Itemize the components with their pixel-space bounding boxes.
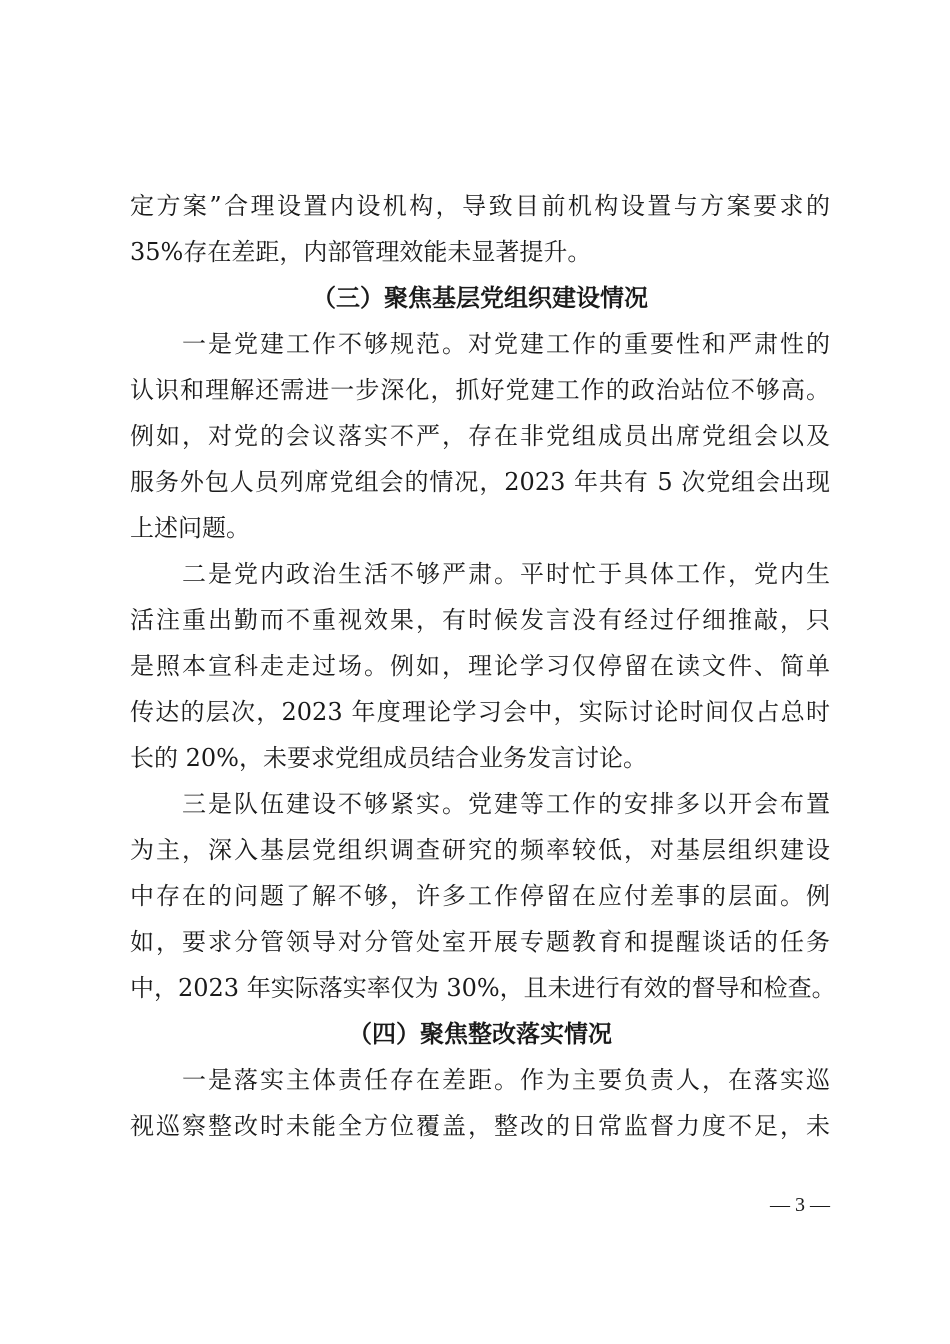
text-line: 35%存在差距，内部管理效能未显著提升。 [130,238,592,266]
text-line: 定方案”合理设置内设机构，导致目前机构设置与方案要求的 [130,192,830,220]
section-heading: （三）聚焦基层党组织建设情况 [312,283,648,312]
text-line: 是照本宣科走走过场。例如，理论学习仅停留在读文件、简单 [130,652,830,680]
text-line: 例如，对党的会议落实不严，存在非党组成员出席党组会以及 [130,422,830,450]
section-heading: （四）聚焦整改落实情况 [348,1019,612,1048]
text-line: 视巡察整改时未能全方位覆盖，整改的日常监督力度不足，未 [130,1112,830,1140]
text-line: 三是队伍建设不够紧实。党建等工作的安排多以开会布置 [130,790,830,818]
text-line: 认识和理解还需进一步深化，抓好党建工作的政治站位不够高。 [130,376,830,404]
text-line: 中，2023 年实际落实率仅为 30%，且未进行有效的督导和检查。 [130,974,836,1002]
text-line: 传达的层次，2023 年度理论学习会中，实际讨论时间仅占总时 [130,698,830,726]
text-line: 中存在的问题了解不够，许多工作停留在应付差事的层面。例 [130,882,830,910]
text-line: 一是党建工作不够规范。对党建工作的重要性和严肃性的 [130,330,830,358]
text-line: 为主，深入基层党组织调查研究的频率较低，对基层组织建设 [130,836,830,864]
text-line: 活注重出勤而不重视效果，有时候发言没有经过仔细推敲，只 [130,606,830,634]
text-line: 如，要求分管领导对分管处室开展专题教育和提醒谈话的任务 [130,928,830,956]
page-number: — 3 — [770,1194,830,1216]
text-line: 服务外包人员列席党组会的情况，2023 年共有 5 次党组会出现 [130,468,830,496]
text-line: 一是落实主体责任存在差距。作为主要负责人，在落实巡 [130,1066,830,1094]
text-line: 长的 20%，未要求党组成员结合业务发言讨论。 [130,744,647,772]
text-line: 上述问题。 [130,514,250,542]
text-line: 二是党内政治生活不够严肃。平时忙于具体工作，党内生 [130,560,830,588]
